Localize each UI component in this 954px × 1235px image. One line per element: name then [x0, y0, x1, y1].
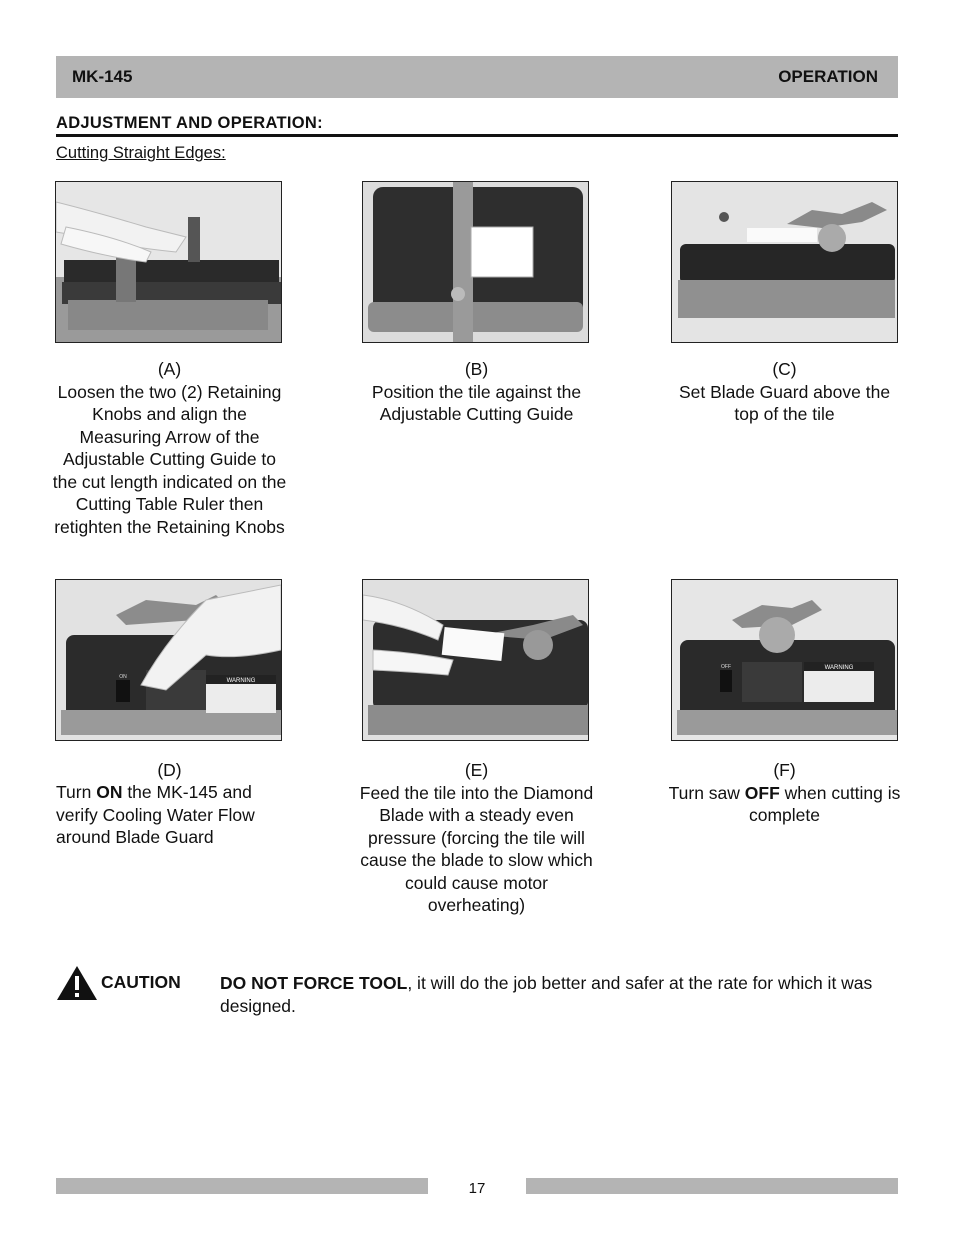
- step-d-text-post: the MK-145 and verify Cooling Water Flow around Blade Guard: [56, 782, 255, 847]
- step-f-text-pre: Turn saw: [668, 782, 745, 803]
- section-name: OPERATION: [778, 67, 878, 86]
- section-title: ADJUSTMENT AND OPERATION:: [56, 114, 898, 137]
- photo-f-switch-off: [671, 579, 898, 741]
- step-c-letter: (C): [772, 359, 797, 379]
- footer-bar-right: [526, 1178, 898, 1194]
- photo-c-blade-guard: [671, 181, 898, 343]
- page-number: 17: [468, 1180, 486, 1197]
- photo-e-feed-tile: [362, 579, 589, 741]
- caution-label: CAUTION: [101, 972, 181, 992]
- step-f-text-bold: OFF: [744, 782, 780, 803]
- step-a-text: Loosen the two (2) Retaining Knobs and align the Measuring Arrow of the Adjustable Cutting Guide to the cut length indicated on the Cutting Table Ruler then retighten the Retaining Knobs: [52, 381, 287, 537]
- photo-d-switch-on: [55, 579, 282, 741]
- step-b-letter: (B): [464, 359, 489, 379]
- step-b-caption: [359, 358, 594, 426]
- model-name: MK-145: [72, 67, 133, 86]
- step-d-text-bold: ON: [96, 782, 123, 802]
- step-d-letter: (D): [157, 760, 182, 780]
- photo-f-warning-label: WARNING: [824, 665, 854, 671]
- step-f-text-post: when cutting is complete: [748, 782, 901, 825]
- step-e-letter: (E): [464, 760, 489, 780]
- caution-text: [220, 972, 900, 1018]
- step-d-text-pre: Turn: [56, 782, 97, 802]
- photo-d-warning-label: WARNING: [226, 678, 256, 684]
- step-d-text: [56, 781, 291, 849]
- step-e-text: Feed the tile into the Diamond Blade with a steady even pressure (forcing the tile will cause the blade to slow which could cause motor overheating): [359, 782, 594, 915]
- subsection-title: Cutting Straight Edges:: [56, 144, 226, 162]
- photo-a-adjust-guide: [55, 181, 282, 343]
- step-c-caption: [667, 358, 902, 426]
- step-d-caption: [52, 759, 287, 782]
- caution-bold-text: DO NOT FORCE TOOL: [220, 973, 408, 993]
- step-f-caption: [667, 759, 902, 827]
- step-f-letter: (F): [773, 760, 796, 780]
- photo-d-on-label: ON: [119, 674, 127, 680]
- step-a-caption: [52, 358, 287, 538]
- photo-f-off-label: OFF: [721, 664, 731, 670]
- page-header-bar: [56, 56, 898, 98]
- step-e-caption: [359, 759, 594, 917]
- step-b-text: Position the tile against the Adjustable Cutting Guide: [371, 381, 582, 424]
- photo-b-position-tile: [362, 181, 589, 343]
- step-c-text: Set Blade Guard above the top of the tile: [678, 381, 891, 424]
- caution-body-text: , it will do the job better and safer at the rate for which it was designed.: [220, 973, 873, 1016]
- warning-triangle-icon: [56, 964, 98, 1002]
- step-f-text: [667, 782, 902, 827]
- footer-bar-left: [56, 1178, 428, 1194]
- step-a-letter: (A): [157, 359, 182, 379]
